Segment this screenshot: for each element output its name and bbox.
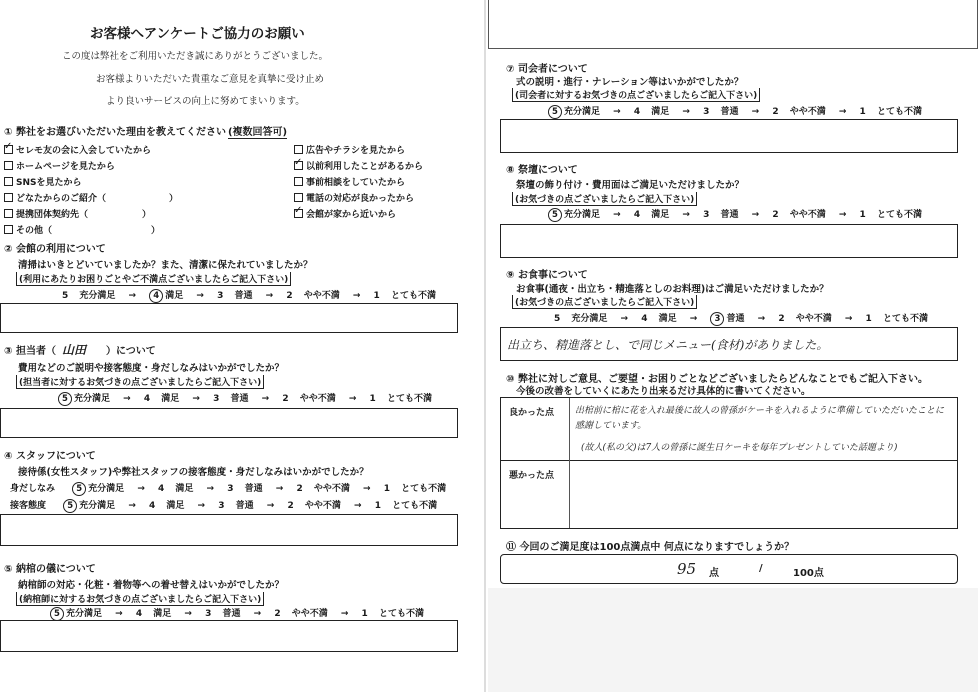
scale-option-2[interactable]: 2 やや不満 (778, 314, 832, 324)
q7-title: ⑦ 司会者について (506, 64, 588, 75)
q1-option-left[interactable] (4, 159, 178, 175)
good-points-text-1: 出棺前に棺に花を入れ最後に故人の曾孫がケーキを入れるように準備していただいたことに (575, 406, 945, 416)
scale-option-3[interactable]: 3 普通 (205, 609, 241, 619)
arrow-icon: → (266, 501, 275, 511)
arrow-icon: → (275, 484, 284, 494)
option-label: 会館が家から近いから (306, 210, 397, 220)
arrow-icon: → (206, 484, 215, 494)
arrow-icon: → (261, 394, 270, 404)
scale-option-1[interactable]: 1 とても不満 (859, 210, 922, 220)
arrow-icon: → (751, 107, 760, 117)
scale-option-4[interactable]: 4 満足 (633, 107, 670, 117)
option-label: 提携団体契約先（ ） (16, 210, 152, 220)
good-points-text-2: 感謝しています。 (575, 421, 647, 431)
selected-circle-icon: 3 (710, 312, 724, 326)
arrow-icon: → (838, 210, 847, 220)
q3-title-pre: ③ 担当者（ (4, 346, 56, 357)
staff-name-handwritten: 山田 (61, 343, 86, 357)
q5-comment-box[interactable] (0, 620, 458, 652)
option-label: 電話の対応が良かったから (306, 194, 415, 204)
arrow-icon: → (682, 107, 690, 117)
good-points-label: 良かった点 (509, 408, 555, 418)
arrow-icon: → (184, 609, 192, 619)
checkbox-icon[interactable] (4, 177, 13, 186)
q1-option-right[interactable] (294, 159, 423, 175)
survey-title: お客様へアンケートご協力のお願い (90, 26, 305, 42)
checkbox-icon[interactable] (4, 209, 13, 218)
q5-note: (納棺師に対するお気づきの点ございましたらご記入下さい) (16, 592, 264, 606)
scale-option-1[interactable]: 1 とても不満 (859, 107, 922, 117)
checkbox-checked-icon[interactable] (4, 145, 13, 154)
arrow-icon: → (192, 394, 200, 404)
intro-line-1: この度は弊社をご利用いただき誠にありがとうございました。 (62, 51, 329, 62)
q9-handwritten-comment: 出立ち、精進落とし、で同じメニュー(食材)がありました。 (507, 338, 829, 352)
q7-note: (司会者に対するお気づきの点ございましたらご記入下さい) (512, 88, 760, 102)
scale-option-5[interactable]: 充分満足 (66, 609, 103, 619)
arrow-icon: → (682, 210, 690, 220)
q9-question: お食事(通夜・出立ち・精進落としのお料理)はご満足いただけましたか？ (516, 284, 829, 295)
scale-option-3[interactable]: 3 普通 (213, 394, 249, 404)
checkbox-icon[interactable] (294, 193, 303, 202)
q4-row-attitude[interactable] (10, 498, 439, 513)
arrow-icon: → (751, 210, 760, 220)
arrow-icon: → (348, 394, 357, 404)
q1-option-left[interactable] (4, 191, 178, 207)
scale-option-3[interactable]: 3 普通 (217, 291, 253, 301)
q10-comment-table (500, 397, 958, 529)
arrow-icon: → (757, 314, 766, 324)
arrow-icon: → (128, 501, 136, 511)
scale-option-1[interactable]: 1 とても不満 (373, 291, 436, 301)
q2-question: 清掃はいきとどいていましたか？また、清潔に保たれていましたか？ (18, 260, 313, 271)
scale-option-1[interactable]: 1 とても不満 (374, 501, 438, 511)
q2-comment-box[interactable] (0, 303, 458, 333)
option-label: SNSを見たから (16, 178, 82, 188)
arrow-icon: → (689, 314, 698, 324)
checkbox-icon[interactable] (4, 193, 13, 202)
q1-option-left[interactable] (4, 207, 178, 223)
option-label: その他（ ） (16, 226, 161, 236)
q8-scale[interactable] (548, 207, 924, 222)
row-label-attitude: 接客態度 (10, 501, 47, 511)
scale-option-5[interactable]: 充分満足 (564, 210, 601, 220)
q4-question: 接待係(女性スタッフ)や弊社スタッフの接客態度・身だしなみはいかがでしたか？ (18, 467, 369, 478)
q1-option-left[interactable] (4, 223, 178, 239)
scale-option-2[interactable]: 2 やや不満 (287, 501, 341, 511)
q8-question: 祭壇の飾り付け・費用面はご満足いただけましたか？ (516, 180, 745, 191)
scale-option-2[interactable]: 2 やや不満 (286, 291, 340, 301)
q1-option-left[interactable] (4, 143, 178, 159)
scale-option-4[interactable]: 4 満足 (633, 210, 670, 220)
arrow-icon: → (613, 107, 621, 117)
score-box[interactable] (500, 554, 958, 584)
checkbox-checked-icon[interactable] (294, 209, 303, 218)
q5-title: ⑤ 納棺の儀について (4, 564, 96, 575)
arrow-icon: → (196, 291, 204, 301)
q1-options-left (4, 143, 178, 239)
survey-page-left (0, 0, 484, 692)
scale-option-4[interactable]: 4 満足 (158, 484, 194, 494)
bad-points-label: 悪かった点 (509, 471, 555, 481)
q9-title: ⑨ お食事について (506, 270, 588, 281)
score-slash: / (759, 563, 763, 574)
q1-option-right[interactable] (294, 143, 423, 159)
score-value: 95 (677, 560, 697, 578)
q2-scale[interactable] (62, 288, 438, 303)
q1-option-right[interactable] (294, 191, 423, 207)
option-label: 以前利用したことがあるから (306, 162, 424, 172)
q2-title: ② 会館の利用について (4, 244, 106, 255)
scale-option-3[interactable]: 3 普通 (218, 501, 254, 511)
arrow-icon: → (137, 484, 145, 494)
selected-circle-icon: 4 (149, 289, 163, 303)
checkbox-checked-icon[interactable] (294, 161, 303, 170)
selected-circle-icon: 5 (72, 482, 86, 496)
option-label: 広告やチラシを見たから (306, 146, 406, 156)
option-label: どなたからのご紹介（ ） (16, 194, 179, 204)
q1-option-left[interactable] (4, 175, 178, 191)
q3-title-post: ）について (105, 346, 156, 357)
selected-circle-icon: 5 (548, 208, 562, 222)
scale-option-1[interactable]: 1 とても不満 (361, 609, 424, 619)
scale-option-1[interactable]: 1 とても不満 (865, 314, 928, 324)
q4-title: ④ スタッフについて (4, 451, 96, 462)
scale-option-2[interactable]: 2 やや不満 (274, 609, 328, 619)
checkbox-icon[interactable] (4, 161, 13, 170)
option-label: セレモ友の会に入会していたから (16, 146, 152, 156)
q10-instruction: 今後の改善をしていくにあたり出来るだけ具体的に書いてください。 (516, 386, 811, 397)
arrow-icon: → (115, 609, 123, 619)
q7-question: 式の説明・進行・ナレーション等はいかがでしたか？ (516, 77, 744, 88)
scale-option-3[interactable]: 普通 (726, 314, 745, 324)
selected-circle-icon: 5 (63, 499, 77, 513)
arrow-icon: → (354, 501, 362, 511)
q1-option-right[interactable] (294, 175, 423, 191)
scale-option-3[interactable]: 3 普通 (703, 107, 739, 117)
intro-line-2: お客様よりいただいた貴重なご意見を真摯に受け止め (96, 74, 325, 85)
selected-circle-icon: 5 (50, 607, 64, 621)
arrow-icon: → (352, 291, 361, 301)
table-column-divider (569, 398, 570, 528)
survey-page-right (486, 0, 980, 692)
q1-title-text: ① 弊社をお選びいただいた理由を教えてください (4, 127, 226, 138)
q1-options-right (294, 143, 423, 223)
q8-note: (お気づきの点ございましたらご記入下さい) (512, 192, 697, 206)
q5-scale[interactable] (50, 606, 426, 621)
scale-option-2[interactable]: 2 やや不満 (282, 394, 336, 404)
arrow-icon: → (340, 609, 349, 619)
row-label-appearance: 身だしなみ (10, 484, 56, 494)
q2-note: (利用にあたりお困りごとやご不満点ございましたらご記入下さい) (16, 272, 291, 286)
selected-circle-icon: 5 (58, 392, 72, 406)
checkbox-icon[interactable] (294, 177, 303, 186)
selected-circle-icon: 5 (548, 105, 562, 119)
q3-question: 費用などのご説明や接客態度・身だしなみはいかがでしたか？ (18, 363, 285, 374)
arrow-icon: → (613, 210, 621, 220)
q5-question: 納棺師の対応・化粧・着物等への着せ替えはいかがでしたか？ (18, 580, 285, 591)
scale-option-2[interactable]: 2 やや不満 (772, 107, 826, 117)
scale-option-1[interactable]: 1 とても不満 (369, 394, 432, 404)
intro-line-3: より良いサービスの向上に努めてまいります。 (106, 96, 305, 107)
q9-comment-box[interactable] (500, 327, 958, 361)
arrow-icon: → (363, 484, 371, 494)
option-label: 事前相談をしていたから (306, 178, 406, 188)
good-points-text-3: (故人(私の父)は7人の曾孫に誕生日ケーキを毎年プレゼントしていた話題より) (581, 443, 898, 453)
scale-option-3[interactable]: 3 普通 (227, 484, 263, 494)
q3-comment-box[interactable] (0, 408, 458, 438)
q11-title: ⑪ 今回のご満足度は100点満点中 何点になりますでしょうか？ (506, 542, 795, 553)
scale-option-4[interactable]: 4 満足 (641, 314, 677, 324)
checkbox-icon[interactable] (294, 145, 303, 154)
scale-option-5[interactable]: 充分満足 (564, 107, 601, 117)
q9-scale[interactable] (554, 311, 930, 326)
scale-option-5[interactable]: 充分満足 (74, 394, 111, 404)
score-unit: 点 (709, 568, 719, 579)
arrow-icon: → (123, 394, 131, 404)
q3-scale[interactable] (58, 391, 434, 406)
arrow-icon: → (253, 609, 262, 619)
scale-option-5[interactable]: 充分満足 (79, 501, 116, 511)
scale-option-4[interactable]: 4 満足 (149, 501, 185, 511)
q10-title: ⑩ 弊社に対しご意見、ご要望・お困りごとなどございましたらどんなことでもご記入下さい。 (506, 374, 928, 385)
q4-comment-box[interactable] (0, 514, 458, 546)
scale-option-4[interactable]: 4 満足 (143, 394, 180, 404)
q3-note: (担当者に対するお気づきの点ございましたらご記入下さい) (16, 375, 264, 389)
q1-option-right[interactable] (294, 207, 423, 223)
q9-note: (お気づきの点ございましたらご記入下さい) (512, 295, 697, 309)
q1-note: (複数回答可) (227, 127, 288, 138)
scale-option-2[interactable]: 2 やや不満 (772, 210, 826, 220)
q7-comment-box[interactable] (500, 119, 958, 153)
scale-option-5[interactable]: 5 充分満足 (62, 291, 116, 301)
q8-comment-box[interactable] (500, 224, 958, 258)
checkbox-icon[interactable] (4, 225, 13, 234)
arrow-icon: → (838, 107, 847, 117)
arrow-icon: → (197, 501, 206, 511)
arrow-icon: → (844, 314, 853, 324)
scale-option-2[interactable]: 2 やや不満 (296, 484, 350, 494)
option-label: ホームページを見たから (16, 162, 115, 172)
scale-option-1[interactable]: 1 とても不満 (383, 484, 447, 494)
arrow-icon: → (620, 314, 629, 324)
scale-option-4[interactable]: 4 満足 (135, 609, 172, 619)
q7-scale[interactable] (548, 104, 924, 119)
q3-title (4, 341, 156, 358)
arrow-icon: → (265, 291, 274, 301)
scale-option-5[interactable]: 5 充分満足 (554, 314, 608, 324)
bad-points-input[interactable] (571, 482, 955, 526)
scale-option-4[interactable]: 満足 (165, 291, 184, 301)
q4-row-appearance[interactable] (10, 481, 448, 496)
q1-title (4, 123, 287, 138)
arrow-icon: → (128, 291, 137, 301)
score-max: 100点 (793, 568, 824, 579)
scale-option-3[interactable]: 3 普通 (703, 210, 739, 220)
q8-title: ⑧ 祭壇について (506, 165, 578, 176)
scale-option-5[interactable]: 充分満足 (88, 484, 125, 494)
